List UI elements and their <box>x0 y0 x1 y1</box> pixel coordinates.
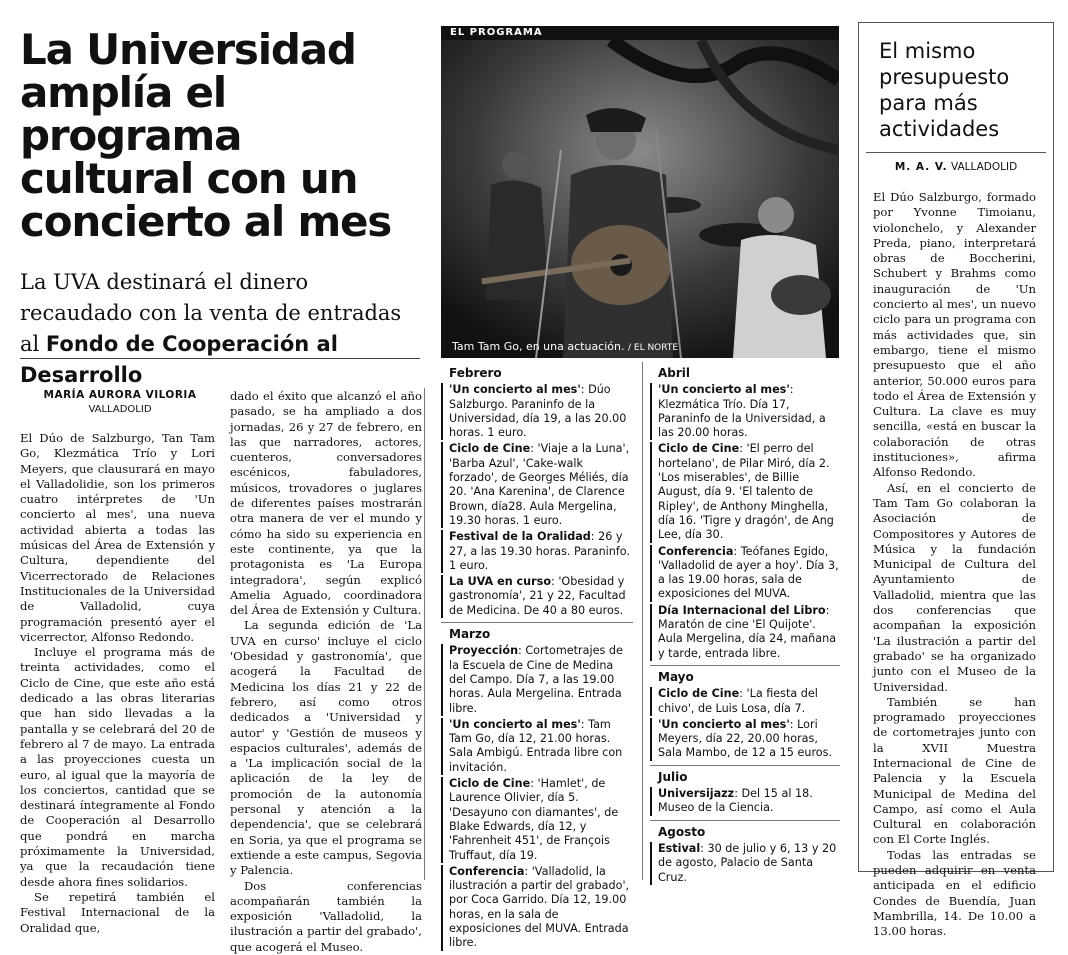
schedule-item-text: : 'Viaje a la Luna', 'Barba Azul', 'Cake-walk forzado', de Georges Méliés, día 20. 'Ana Karenina', de Clarence Brown, día28. Aula Mergelina, 19.30 horas. 1 euro. <box>449 442 630 527</box>
schedule-item <box>650 383 840 440</box>
schedule-item-title: Conferencia <box>658 544 734 558</box>
schedule-section-divider <box>650 665 840 666</box>
schedule-item <box>441 442 633 528</box>
column-divider <box>424 388 425 880</box>
schedule-item <box>650 718 840 761</box>
schedule-item-title: Día Internacional del Libro <box>658 603 826 617</box>
schedule-divider <box>642 362 643 880</box>
schedule-section-divider <box>650 820 840 821</box>
schedule-item <box>650 687 840 716</box>
schedule-item <box>441 777 633 863</box>
schedule-item-title: Festival de la Oralidad <box>449 530 591 544</box>
schedule-item-text: : Dúo Salzburgo. Paraninfo de la Universidad, día 19, a las 20.00 horas. 1 euro. <box>449 383 627 440</box>
sidebar-paragraph: También se han programado proyecciones de cortometrajes junto con la XVII Muestra Internacional de Cine de Palencia y la Escuela Municipal de Medina del Campo, así como el Aula Cultural en colaboración con El Corte Inglés. <box>873 694 1036 847</box>
schedule-item-text: : 'Obesidad y gastronomía', 21 y 22, Facultad de Medicina. De 40 a 80 euros. <box>449 575 626 617</box>
schedule-item-text: : Cortometrajes de la Escuela de Cine de Medina del Campo. Día 7, a las 19.00 horas. Aula Mergelina. Entrada libre. <box>449 644 623 715</box>
schedule-item-title: La UVA en curso <box>449 575 552 589</box>
sidebar-paragraph: Así, en el concierto de Tam Tam Go colaboran la Asociación de Compositores y Autores de Música y la fundación Municipal de Cultura del Ayuntamiento de Valladolid, mientra que las dos conferencias que acompañan la exposición 'La ilustración a partir del grabado' se ha organizado junto con el Museo de la Universidad. <box>873 480 1036 694</box>
byline: MARÍA AURORA VILORIA <box>43 389 197 401</box>
schedule-item <box>441 383 633 440</box>
schedule-month: Febrero <box>449 366 502 380</box>
subheadline <box>20 267 420 391</box>
schedule-item-text: : Klezmática Trío. Día 17, Paraninfo de la Universidad, a las 20.00 horas. <box>658 383 826 440</box>
sidebar-divider <box>866 152 1046 153</box>
sidebar-body <box>873 190 1036 940</box>
schedule-item <box>441 718 633 775</box>
schedule-item-text: : 'La fiesta del chivo', de Luis Losa, día 7. <box>658 687 818 715</box>
schedule-item-title: Proyección <box>449 644 519 658</box>
schedule-item-text: : 26 y 27, a las 19.30 horas. Paraninfo. 1 euro. <box>449 530 631 572</box>
schedule-item-text: : Teófanes Egido, 'Valladolid de ayer a hoy'. Día 3, a las 19.00 horas, sala de exposiciones del MUVA. <box>658 544 839 601</box>
schedule-month: Julio <box>658 769 688 784</box>
schedule-item <box>650 604 840 661</box>
article-column-2 <box>230 389 422 955</box>
sidebar-byline <box>866 161 1046 173</box>
subhead-divider <box>20 358 420 359</box>
schedule-item-title: 'Un concierto al mes' <box>449 383 581 397</box>
program-schedule-left <box>441 364 633 953</box>
schedule-item-text: : Tam Tam Go, día 12, 21.00 horas. Sala Ambigú. Entrada libre con invitación. <box>449 717 623 774</box>
schedule-item-text: : 'Valladolid, la ilustración a partir del grabado', por Coca Garrido. Día 12, 19.00 horas, en la sala de exposiciones del MUVA. Entrada libre. <box>449 864 630 950</box>
schedule-item-text: : 'El perro del hortelano', de Pilar Miró, día 2. 'Los miserables', de Billie August, día 9. 'El talento de Ripley', de Anthony Minghella, día 16. 'Tigre y dragón', de Ang Lee, día 30. <box>658 442 834 542</box>
schedule-month: Abril <box>658 366 691 380</box>
schedule-item-text: : Lori Meyers, día 22, 20.00 horas, Sala Mambo, de 12 a 15 euros. <box>658 717 833 760</box>
program-schedule-right <box>650 364 840 887</box>
photo-credit: / EL NORTE <box>627 343 679 353</box>
schedule-item-text: : 'Hamlet', de Laurence Olivier, día 5. 'Desayuno con diamantes', de Blake Edwards, día 12, y 'Fahrenheit 451', de François Truffaut, día 19. <box>449 777 619 862</box>
sidebar-paragraph: Todas las entradas se pueden adquirir en venta anticipada en el edificio Condes de Buendía, Juan Mambrilla, 14. De 10.00 a 13.00 horas. <box>873 847 1036 939</box>
schedule-item-title: Estival <box>658 841 701 855</box>
photo-caption <box>452 340 678 353</box>
schedule-item <box>441 530 633 573</box>
body-paragraph: Se repetirá también el Festival Internacional de la Oralidad que, <box>20 889 215 935</box>
concert-photo-graphic <box>441 40 839 358</box>
subhead-plain: La UVA destinará el dinero recaudado con la venta de entradas al <box>20 270 402 356</box>
sidebar-title: El mismo presupuesto para más actividades <box>879 39 1010 141</box>
schedule-month: Agosto <box>658 824 706 839</box>
program-label: EL PROGRAMA <box>446 27 547 38</box>
schedule-item-title: 'Un concierto al mes' <box>449 717 581 731</box>
schedule-item-title: Ciclo de Cine <box>658 442 740 456</box>
article-column-1 <box>20 431 215 936</box>
schedule-section-divider <box>650 765 840 766</box>
schedule-item-text: : Maratón de cine 'El Quijote'. Aula Mergelina, día 24, mañana y tarde, entrada libre. <box>658 603 837 660</box>
sidebar-paragraph: El Dúo Salzburgo, formado por Yvonne Timoianu, violonchelo, y Alexander Preda, piano, interpretará obras de Boccherini, Schubert y Brahms como inauguración de 'Un concierto al mes', un nuevo ciclo para un programa con más actividades que, sin embargo, tiene el mismo presupuesto que el año anterior, 50.000 euros para todo el Área de Extensión y Cultura. La clave es muy sencilla, «está en buscar la colaboración de otras instituciones», afirma Alfonso Redondo. <box>873 190 1036 480</box>
concert-photo <box>441 40 839 358</box>
body-paragraph: La segunda edición de 'La UVA en curso' incluye el ciclo 'Obesidad y gastronomía', que acogerá la Facultad de Medicina los días 21 y 22 de febrero, así como otros dedicados a 'Universidad y autor' y 'Gestión de museos y espacios culturales', además de a 'La implicación social de la aplicación de la ley de promoción de la autonomía personal y atención a la dependencia', que se celebrará en Soria, ya que el programa se extiende a este campus, Segovia y Palencia. <box>230 618 422 878</box>
schedule-item <box>650 787 840 816</box>
schedule-item-title: 'Un concierto al mes' <box>658 383 790 397</box>
dateline-place: VALLADOLID <box>88 404 152 415</box>
body-paragraph: dado el éxito que alcanzó el año pasado, se ha ampliado a dos jornadas, 26 y 27 de febrero, en las que narradores, actores, cuenteros, conversadores escénicos, fabuladores, músicos, trovadores o juglares de diferentes países mostrarán otra manera de ver el mundo y cómo ha sido su experiencia en este continente, ya que la protagonista es 'La Europa integradora', según explicó Amelia Aguado, coordinadora del Área de Extensión y Cultura. <box>230 389 422 618</box>
body-paragraph: Incluye el programa más de treinta actividades, como el Ciclo de Cine, que este año está dedicado a las obras literarias que han sido llevadas a la pantalla y se celebrará del 20 de febrero al 7 de mayo. La entrada a las proyecciones cuesta un euro, al igual que la mayoría de los conciertos, cantidad que se destinará íntegramente al Fondo de Cooperación al Desarrollo que pondrá en marcha próximamente la Universidad, ya que la recaudación tiene desde ahora fines solidarios. <box>20 645 215 889</box>
subhead-bold: Fondo de Cooperación al Desarrollo <box>20 332 338 387</box>
body-paragraph: Dos conferencias acompañarán también la exposición 'Valladolid, la ilustración a partir del grabado', que acogerá el Museo. <box>230 878 422 954</box>
caption-text: Tam Tam Go, en una actuación. <box>452 340 625 353</box>
schedule-item-title: Ciclo de Cine <box>449 777 531 791</box>
sidebar-byline-place: VALLADOLID <box>950 161 1018 173</box>
schedule-item-title: Ciclo de Cine <box>449 442 531 456</box>
schedule-month: Mayo <box>658 669 694 684</box>
schedule-item <box>650 842 840 885</box>
schedule-section-divider <box>441 622 633 623</box>
schedule-item-text: : 30 de julio y 6, 13 y 20 de agosto, Palacio de Santa Cruz. <box>658 841 837 884</box>
schedule-item-title: Ciclo de Cine <box>658 687 740 701</box>
schedule-item-title: 'Un concierto al mes' <box>658 717 790 731</box>
schedule-item <box>441 644 633 715</box>
schedule-item <box>650 442 840 542</box>
schedule-item-title: Conferencia <box>449 864 525 878</box>
schedule-item <box>650 545 840 602</box>
schedule-item <box>441 865 633 951</box>
schedule-item <box>441 575 633 618</box>
sidebar-byline-initials: M. A. V. <box>894 161 948 173</box>
schedule-item-title: Universijazz <box>658 787 735 801</box>
schedule-item-text: : Del 15 al 18. Museo de la Ciencia. <box>658 787 813 815</box>
schedule-month: Marzo <box>449 627 491 642</box>
body-paragraph: El Dúo de Salzburgo, Tan Tam Go, Klezmática Trío y Lori Meyers, que clausurará en mayo el Valladolidie, son los primeros cuatro intérpretes de 'Un concierto al mes', una nueva actividad abierta a todas las músicas del Área de Extensión y Cultura, dependiente del Vicerrectorado de Relaciones Institucionales de la Universidad de Valladolid, cuya programación presentó ayer el vicerrector, Alfonso Redondo. <box>20 431 215 644</box>
headline: La Universidad amplía el programa cultural con un concierto al mes <box>20 25 392 246</box>
